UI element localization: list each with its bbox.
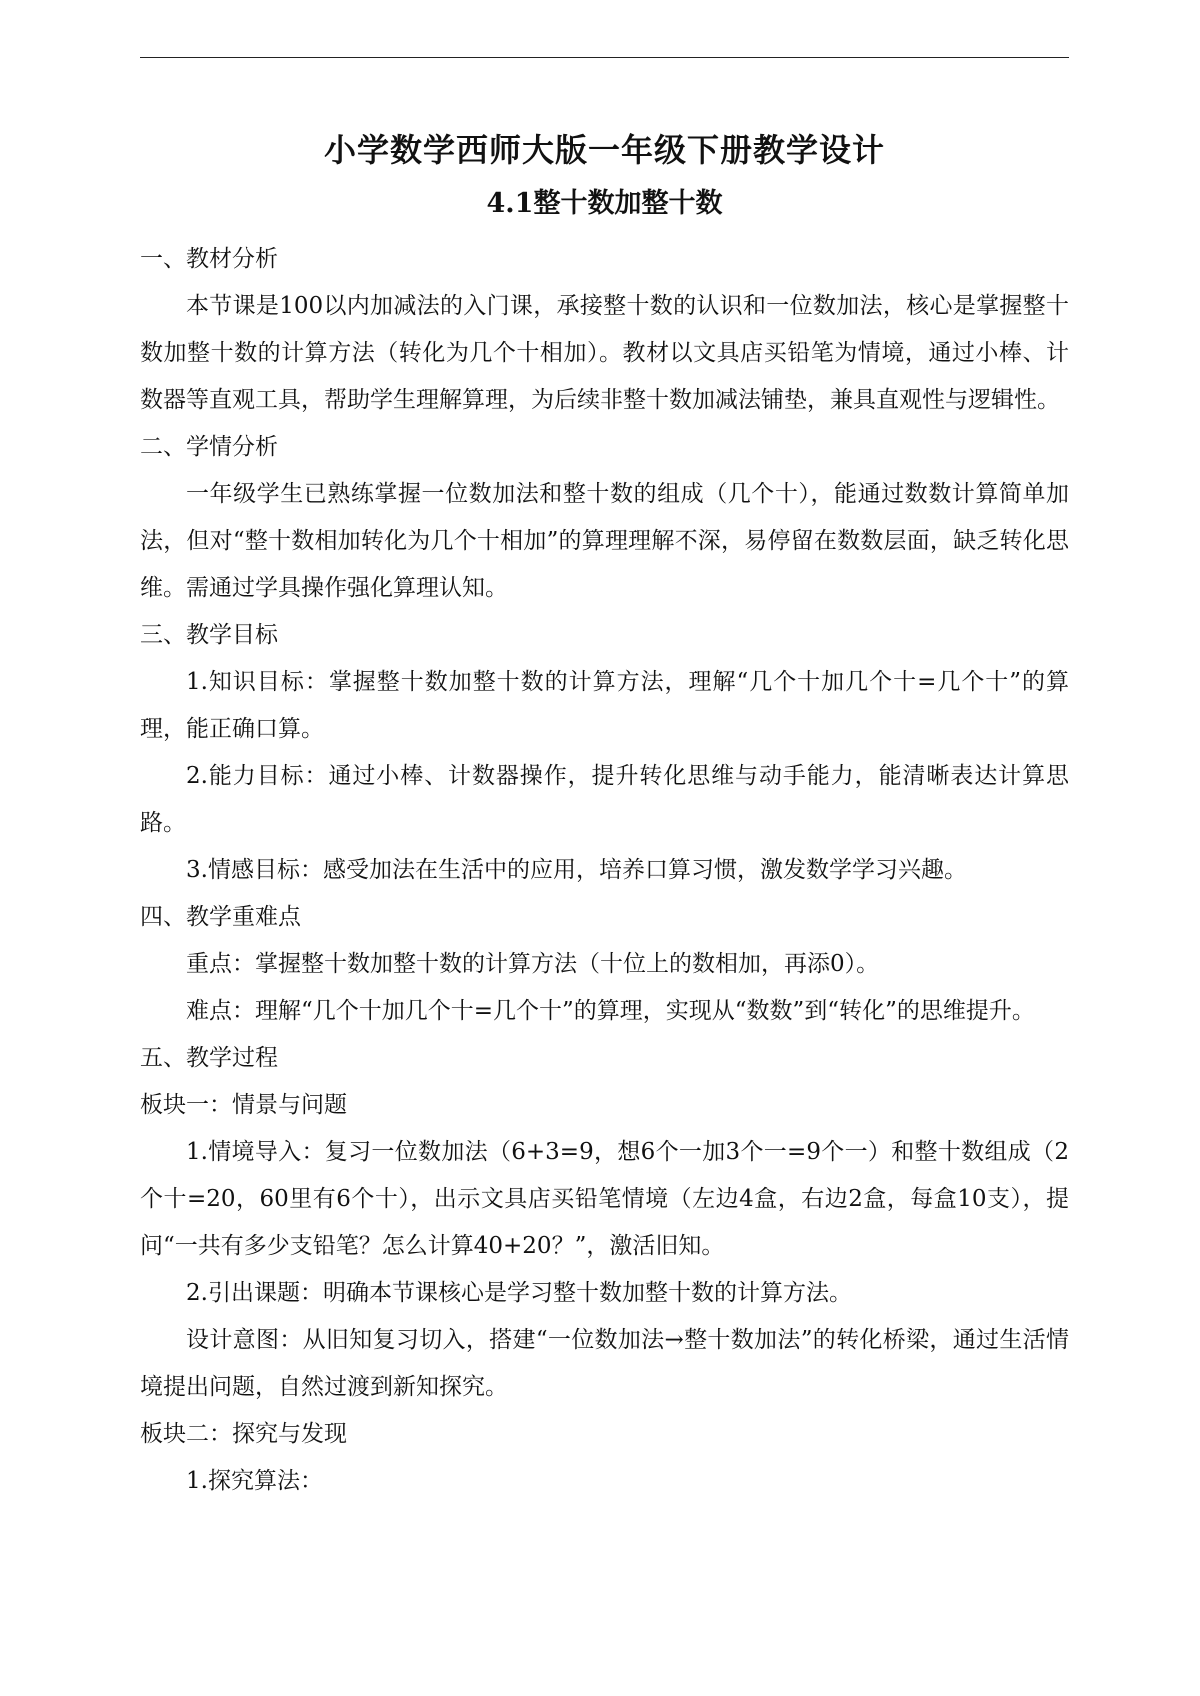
- header-rule: [140, 57, 1069, 58]
- paragraph-goal-ability: 2.能力目标：通过小棒、计数器操作，提升转化思维与动手能力，能清晰表达计算思路。: [140, 763, 1069, 836]
- document-title: 小学数学西师大版一年级下册教学设计: [323, 131, 885, 169]
- lesson-subtitle: 4.1整十数加整十数: [486, 188, 723, 219]
- section-heading-goals: 三、教学目标: [140, 622, 278, 648]
- block-heading-scenario: 板块一：情景与问题: [140, 1092, 347, 1118]
- paragraph-explore-algorithm: 1.探究算法：: [186, 1468, 323, 1494]
- paragraph-key-point: 重点：掌握整十数加整十数的计算方法（十位上的数相加，再添0）。: [186, 951, 880, 977]
- paragraph-goal-emotion: 3.情感目标：感受加法在生活中的应用，培养口算习惯，激发数学学习兴趣。: [186, 857, 967, 883]
- section-heading-process: 五、教学过程: [140, 1045, 278, 1071]
- paragraph-students: 一年级学生已熟练掌握一位数加法和整十数的组成（几个十），能通过数数计算简单加法，但对“整十数相加转化为几个十相加”的算理理解不深，易停留在数数层面，缺乏转化思维。需通过学具操作强化算理认知。: [140, 481, 1069, 601]
- paragraph-difficulty: 难点：理解“几个十加几个十=几个十”的算理，实现从“数数”到“转化”的思维提升。: [186, 998, 1035, 1024]
- section-heading-key-points: 四、教学重难点: [140, 904, 301, 930]
- paragraph-scenario-intro: 1.情境导入：复习一位数加法（6+3=9，想6个一加3个一=9个一）和整十数组成（2个十=20，60里有6个十），出示文具店买铅笔情境（左边4盒，右边2盒，每盒10支），提问“一共有多少支铅笔？怎么计算40+20？”，激活旧知。: [140, 1139, 1069, 1259]
- paragraph-materials: 本节课是100以内加减法的入门课，承接整十数的认识和一位数加法，核心是掌握整十数加整十数的计算方法（转化为几个十相加）。教材以文具店买铅笔为情境，通过小棒、计数器等直观工具，帮助学生理解算理，为后续非整十数加减法铺垫，兼具直观性与逻辑性。: [140, 293, 1069, 413]
- paragraph-goal-knowledge: 1.知识目标：掌握整十数加整十数的计算方法，理解“几个十加几个十=几个十”的算理，能正确口算。: [140, 669, 1069, 742]
- paragraph-design-intent: 设计意图：从旧知复习切入，搭建“一位数加法→整十数加法”的转化桥梁，通过生活情境提出问题，自然过渡到新知探究。: [140, 1327, 1069, 1400]
- section-heading-materials: 一、教材分析: [140, 246, 278, 272]
- block-heading-explore: 板块二：探究与发现: [140, 1421, 347, 1447]
- paragraph-topic-intro: 2.引出课题：明确本节课核心是学习整十数加整十数的计算方法。: [186, 1280, 852, 1306]
- document-page: [140, 110, 1069, 1505]
- section-heading-students: 二、学情分析: [140, 434, 278, 460]
